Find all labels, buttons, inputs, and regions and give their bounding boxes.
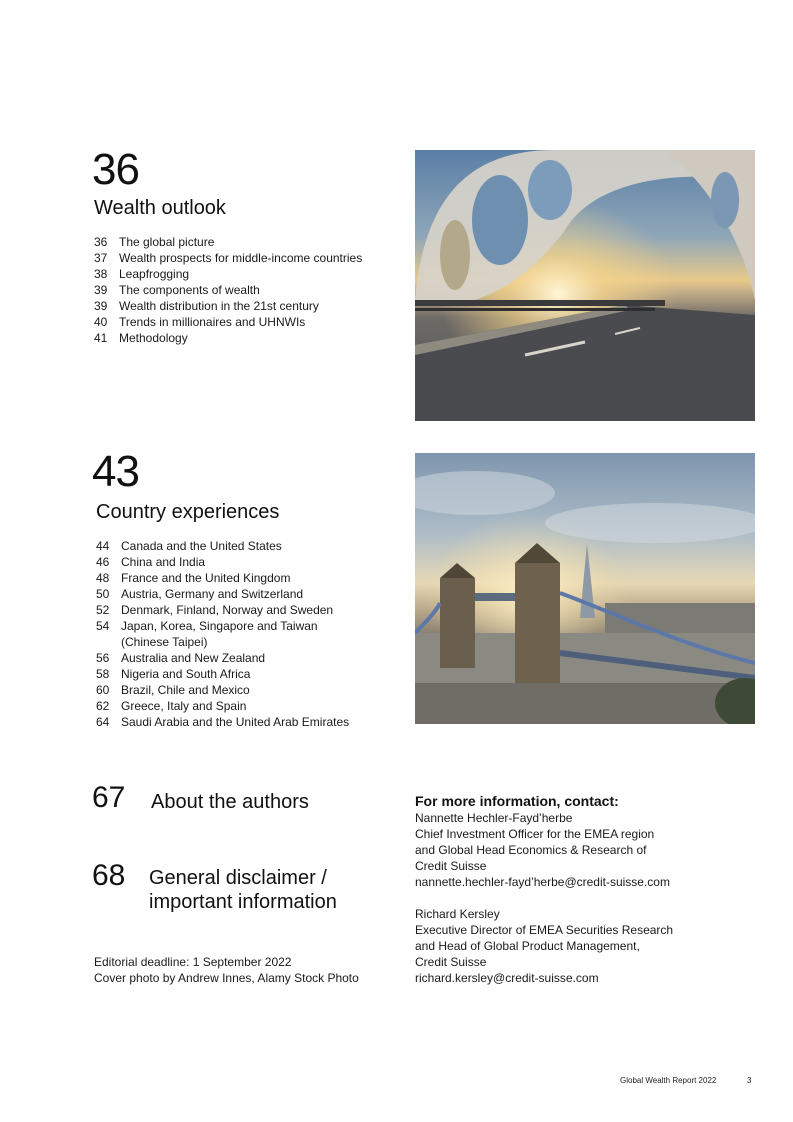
toc-list-country-experiences [96,538,396,730]
toc-item[interactable] [94,298,394,314]
toc-item-label: Brazil, Chile and Mexico [121,683,250,697]
cover-photo-credit: Cover photo by Andrew Innes, Alamy Stock Photo [94,971,359,985]
toc-item[interactable] [96,554,396,570]
toc-item-page: 44 [96,539,110,553]
toc-item[interactable] [94,250,394,266]
toc-item-label: Japan, Korea, Singapore and Taiwan [121,619,318,633]
toc-item-page: 46 [96,555,110,569]
toc-item-label: The global picture [119,235,215,249]
toc-item-page: 62 [96,699,110,713]
toc-item[interactable] [96,650,396,666]
toc-item-label: Austria, Germany and Switzerland [121,587,304,601]
toc-item-page: 40 [94,315,108,329]
section-number-about-authors: 67 [92,781,126,814]
toc-item-page: 48 [96,571,110,585]
contact-1-role-line1: Chief Investment Officer for the EMEA region [415,827,655,841]
toc-item-label: (Chinese Taipei) [121,635,208,649]
toc-item[interactable] [94,314,394,330]
contact-1-email[interactable]: nannette.hechler-fayd’herbe@credit-suisse.com [415,875,670,889]
section-title-about-authors: About the authors [151,791,309,813]
contact-heading: For more information, contact: [415,793,619,809]
toc-item[interactable] [94,266,394,282]
toc-item[interactable] [96,666,396,682]
toc-item-label: The components of wealth [119,283,260,297]
toc-item-label: Wealth distribution in the 21st century [119,299,319,313]
toc-item[interactable] [94,330,394,346]
section-title-disclaimer-line1: General disclaimer / [149,867,327,889]
toc-item-label: Denmark, Finland, Norway and Sweden [121,603,334,617]
section-number-disclaimer: 68 [92,859,126,892]
toc-item-page: 41 [94,331,108,345]
toc-item-label: France and the United Kingdom [121,571,291,585]
toc-item[interactable] [96,682,396,698]
toc-item[interactable] [94,234,394,250]
section-title-wealth-outlook: Wealth outlook [94,197,226,219]
tower-bridge-photo [415,453,755,724]
toc-item-page: 39 [94,299,108,313]
toc-item-page: 52 [96,603,110,617]
toc-item[interactable] [96,570,396,586]
editorial-deadline: Editorial deadline: 1 September 2022 [94,955,292,969]
toc-item-page: 39 [94,283,108,297]
contact-2-name: Richard Kersley [415,907,500,921]
contact-2-email[interactable]: richard.kersley@credit-suisse.com [415,971,599,985]
toc-item-label: Nigeria and South Africa [121,667,251,681]
section-number-country-experiences: 43 [92,447,139,496]
contact-person-1 [415,810,745,890]
toc-item-label: Wealth prospects for middle-income countries [119,251,363,265]
toc-item[interactable] [96,714,396,730]
contact-2-role-line1: Executive Director of EMEA Securities Research [415,923,674,937]
toc-item[interactable] [96,634,396,650]
toc-item[interactable] [96,586,396,602]
contact-person-2 [415,906,745,986]
contact-2-role-line2: and Head of Global Product Management, [415,939,640,953]
toc-item-page: 38 [94,267,108,281]
section-title-disclaimer-line2: important information [149,891,337,913]
toc-item[interactable] [96,618,396,634]
toc-item[interactable] [94,282,394,298]
toc-item-page: 60 [96,683,110,697]
toc-item-page: 64 [96,715,110,729]
toc-item-page: 58 [96,667,110,681]
toc-item-page: 36 [94,235,108,249]
toc-item-page: 50 [96,587,110,601]
toc-item-label: Methodology [119,331,188,345]
footer-report-title: Global Wealth Report 2022 [620,1076,717,1085]
toc-item-label: China and India [121,555,206,569]
toc-item-label: Canada and the United States [121,539,282,553]
contact-1-org: Credit Suisse [415,859,487,873]
toc-item-page [96,634,121,650]
toc-item-label: Greece, Italy and Spain [121,699,247,713]
footer-page-number: 3 [747,1076,752,1085]
toc-item[interactable] [96,602,396,618]
section-number-wealth-outlook: 36 [92,145,139,194]
toc-item-page: 54 [96,619,110,633]
toc-item[interactable] [96,538,396,554]
toc-list-wealth-outlook [94,234,394,346]
toc-item-page: 37 [94,251,108,265]
toc-item-page: 56 [96,651,110,665]
toc-item-label: Leapfrogging [119,267,190,281]
contact-2-org: Credit Suisse [415,955,487,969]
toc-item-label: Saudi Arabia and the United Arab Emirates [121,715,350,729]
section-title-country-experiences: Country experiences [96,501,280,523]
contact-1-role-line2: and Global Head Economics & Research of [415,843,647,857]
toc-item[interactable] [96,698,396,714]
bridge-photo [415,150,755,421]
toc-item-label: Trends in millionaires and UHNWIs [119,315,306,329]
contact-1-name: Nannette Hechler-Fayd’herbe [415,811,573,825]
toc-item-label: Australia and New Zealand [121,651,266,665]
